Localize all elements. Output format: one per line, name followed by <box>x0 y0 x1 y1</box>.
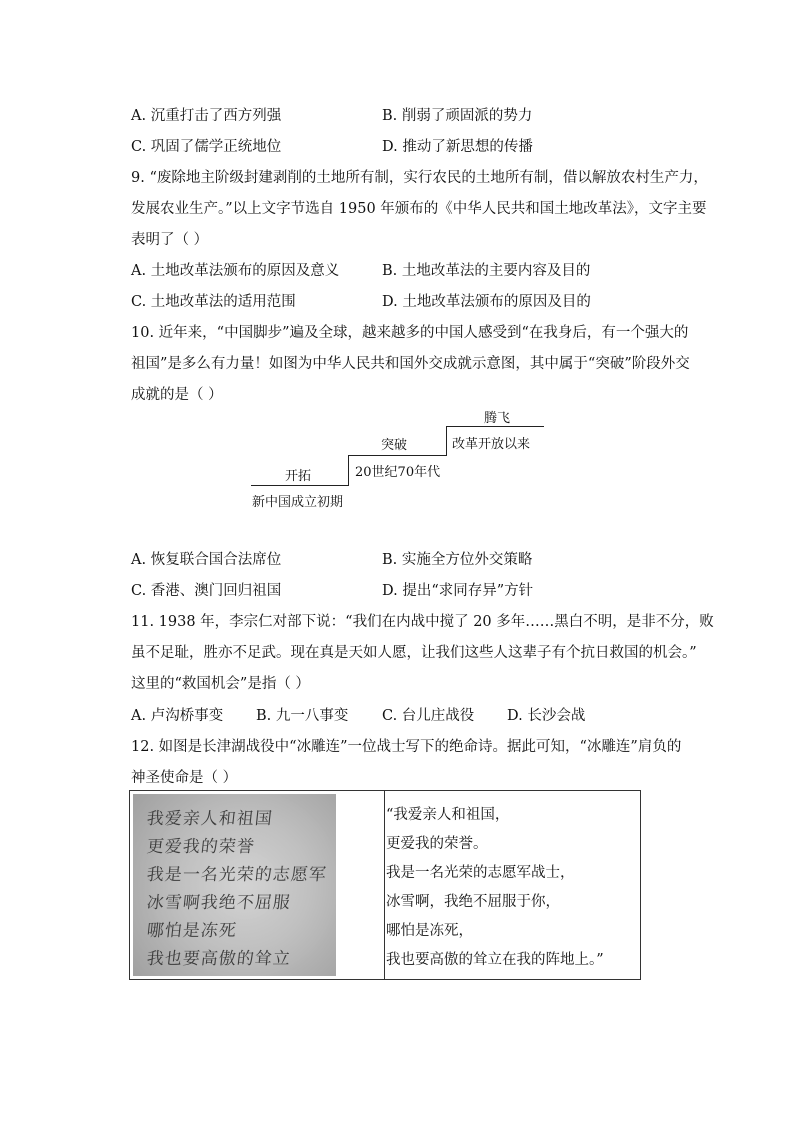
q11-stem-line1: 11. 1938 年，李宗仁对部下说：“我们在内战中搅了 20 多年……黑白不明，是非不分，败 <box>131 614 714 630</box>
stair-step2-period: 20世纪70年代 <box>355 465 441 480</box>
stair-riser2 <box>446 426 447 456</box>
q9-option-b: B. 土地改革法的主要内容及目的 <box>382 263 591 279</box>
poem-line-5: 哪怕是冻死， <box>386 923 473 939</box>
poem-table <box>129 790 641 980</box>
q10-option-c: C. 香港、澳门回归祖国 <box>131 583 282 599</box>
poem-line-3: 我是一名光荣的志愿军战士， <box>386 865 575 881</box>
stair-step3-line <box>446 426 544 427</box>
stair-step1-line <box>251 485 348 486</box>
stair-step2-line <box>348 455 446 456</box>
q10-option-a: A. 恢复联合国合法席位 <box>131 552 282 568</box>
q12-stem-line1: 12. 如图是长津湖战役中“冰雕连”一位战士写下的绝命诗。据此可知，“冰雕连”肩负的 <box>131 739 682 755</box>
q11-option-b: B. 九一八事变 <box>256 708 349 724</box>
q9-stem-line3: 表明了（ ） <box>131 232 209 248</box>
q10-stem-line1: 10. 近年来，“中国脚步”遍及全球，越来越多的中国人感受到“在我身后，有一个强大的 <box>131 325 689 341</box>
table-divider <box>384 791 385 979</box>
q8-option-b: B. 削弱了顽固派的势力 <box>382 108 533 124</box>
q10-stem-line3: 成就的是（ ） <box>131 387 223 403</box>
q8-option-a: A. 沉重打击了西方列强 <box>131 108 282 124</box>
poem-line-4: 冰雪啊，我绝不屈服于你， <box>386 894 560 910</box>
q8-option-d: D. 推动了新思想的传播 <box>382 139 533 155</box>
stair-step3-period: 改革开放以来 <box>452 437 531 452</box>
q9-stem-line2: 发展农业生产。”以上文字节选自 1950 年颁布的《中华人民共和国土地改革法》，文字主要 <box>131 201 707 217</box>
q9-stem-line1: 9. “废除地主阶级封建剥削的土地所有制，实行农民的土地所有制，借以解放农村生产力， <box>131 170 708 186</box>
q11-stem-line3: 这里的“救国机会”是指（ ） <box>131 676 310 692</box>
q9-option-a: A. 土地改革法颁布的原因及意义 <box>131 263 340 279</box>
q11-option-a: A. 卢沟桥事变 <box>131 708 224 724</box>
q11-stem-line2: 虽不足耻，胜亦不足武。现在真是天如人愿，让我们这些人这辈子有个抗日救国的机会。” <box>131 645 697 661</box>
q11-option-c: C. 台儿庄战役 <box>382 708 475 724</box>
poem-line-1: “我爱亲人和祖国， <box>386 807 510 823</box>
q8-option-c: C. 巩固了儒学正统地位 <box>131 139 282 155</box>
handwritten-poem-photo: 我爱亲人和祖国 更爱我的荣誉 我是一名光荣的志愿军 冰雪啊我绝不屈服 哪怕是冻死 我也要高傲的耸立 <box>133 794 336 976</box>
poem-line-2: 更爱我的荣誉。 <box>386 836 488 852</box>
q10-option-d: D. 提出“求同存异”方针 <box>382 583 534 599</box>
stair-step2-label: 突破 <box>381 438 408 453</box>
stair-step1-period: 新中国成立初期 <box>252 495 344 510</box>
q10-option-b: B. 实施全方位外交策略 <box>382 552 533 568</box>
poem-line-6: 我也要高傲的耸立在我的阵地上。” <box>386 952 604 968</box>
q9-option-c: C. 土地改革法的适用范围 <box>131 294 296 310</box>
stair-riser1 <box>348 455 349 486</box>
q11-option-d: D. 长沙会战 <box>507 708 586 724</box>
q12-stem-line2: 神圣使命是（ ） <box>131 770 238 786</box>
stair-step3-label: 腾飞 <box>484 411 511 426</box>
q9-option-d: D. 土地改革法颁布的原因及目的 <box>382 294 591 310</box>
stair-step1-label: 开拓 <box>285 469 312 484</box>
q10-stem-line2: 祖国”是多么有力量！如图为中华人民共和国外交成就示意图，其中属于“突破”阶段外交 <box>131 356 690 372</box>
